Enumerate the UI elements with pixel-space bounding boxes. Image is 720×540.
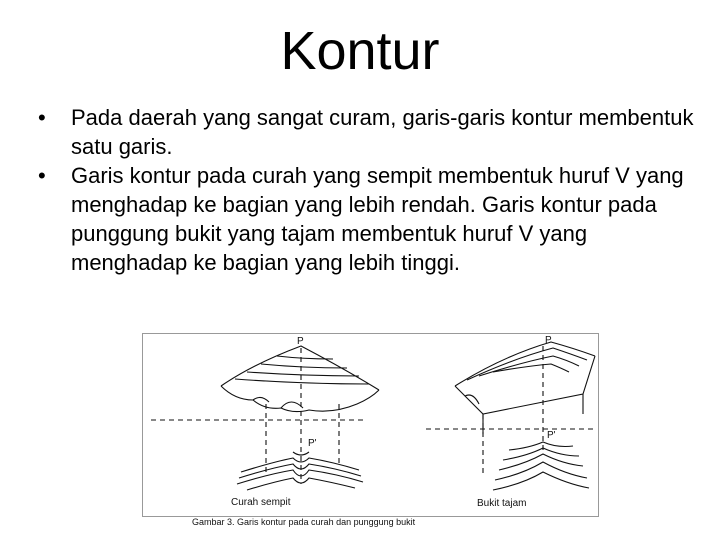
bullet-item bbox=[38, 161, 708, 277]
valley-block bbox=[221, 346, 379, 412]
bullet-symbol: • bbox=[38, 105, 46, 130]
point-p-prime-right: P' bbox=[547, 430, 556, 441]
bullet-item bbox=[38, 103, 708, 161]
bullet-text: Garis kontur pada curah yang sempit membentuk huruf V yang menghadap ke bagian yang lebih rendah. Garis kontur pada punggung bukit yang tajam membentuk huruf V yang menghadap ke bagian yang lebih tinggi. bbox=[71, 163, 684, 275]
ridge-contours bbox=[493, 442, 589, 490]
bullet-text: Pada daerah yang sangat curam, garis-garis kontur membentuk satu garis. bbox=[71, 105, 694, 159]
point-p-right: P bbox=[545, 335, 552, 346]
left-panel-label: Curah sempit bbox=[231, 497, 291, 508]
ridge-block bbox=[455, 342, 595, 434]
point-p-prime-left: P' bbox=[308, 438, 317, 449]
bullet-list bbox=[38, 103, 708, 277]
contour-figure bbox=[142, 333, 599, 517]
point-p-left: P bbox=[297, 336, 304, 347]
right-panel-label: Bukit tajam bbox=[477, 498, 527, 509]
figure-caption: Gambar 3. Garis kontur pada curah dan punggung bukit bbox=[192, 517, 416, 527]
slide-title: Kontur bbox=[280, 21, 440, 81]
contour-sketch bbox=[143, 334, 598, 516]
bullet-symbol: • bbox=[38, 163, 46, 188]
valley-contours bbox=[237, 452, 363, 490]
